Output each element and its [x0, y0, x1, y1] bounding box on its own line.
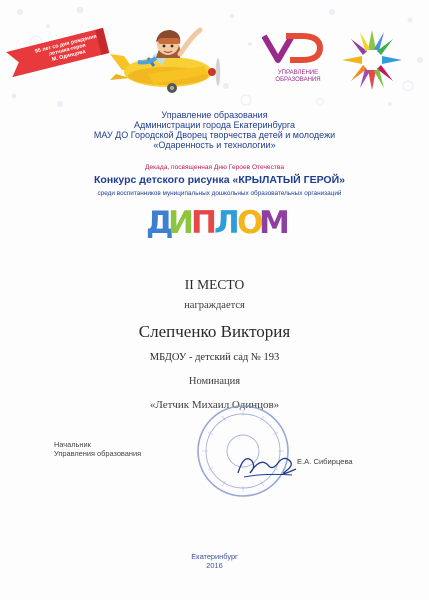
- nomination-label: Номинация: [188, 376, 241, 387]
- awarded-text: награждается: [184, 300, 245, 311]
- diploma-letter: Л: [214, 205, 240, 241]
- diploma-letter: О: [237, 205, 264, 241]
- signatory-title: Начальник Управления образования: [54, 440, 142, 458]
- education-department-caption: УПРАВЛЕНИЕ ОБРАЗОВАНИЯ: [275, 70, 321, 83]
- education-department-logo: [262, 30, 326, 66]
- pilot-plane-illustration: [108, 14, 226, 100]
- diploma-letter: П: [191, 205, 217, 241]
- diploma-letter: И: [168, 205, 194, 241]
- handwritten-signature: [234, 447, 300, 481]
- signatory-name: Е.А. Сибирцева: [297, 457, 353, 466]
- star-burst-logo: [340, 26, 404, 94]
- award-place: II МЕСТО: [184, 277, 245, 292]
- contest-subtitle: среди воспитанников муниципальных дошкольных образовательных организаций: [97, 190, 342, 197]
- ribbon-text: 95 лет со дня рождения летчика-героя М. Одинцова: [34, 33, 98, 64]
- decade-caption: Декада, посвященная Дню Героев Отечества: [145, 164, 284, 171]
- recipient-name: Слепченко Виктория: [138, 322, 291, 341]
- recipient-institution: МБДОУ - детский сад № 193: [149, 352, 280, 363]
- diploma-heading: [146, 205, 290, 245]
- contest-title: Конкурс детского рисунка «КРЫЛАТЫЙ ГЕРОЙ»: [94, 174, 345, 186]
- diploma-letter: Д: [146, 205, 174, 241]
- diploma-letter: М: [259, 205, 290, 241]
- nomination-title: «Летчик Михаил Одинцов»: [149, 399, 280, 411]
- organization-names: Управление образования Администрации города Екатеринбурга МАУ ДО Городской Дворец творчества детей и молодежи «Одаренность и технологии»: [93, 110, 336, 150]
- city-and-year: Екатеринбург 2016: [191, 552, 238, 570]
